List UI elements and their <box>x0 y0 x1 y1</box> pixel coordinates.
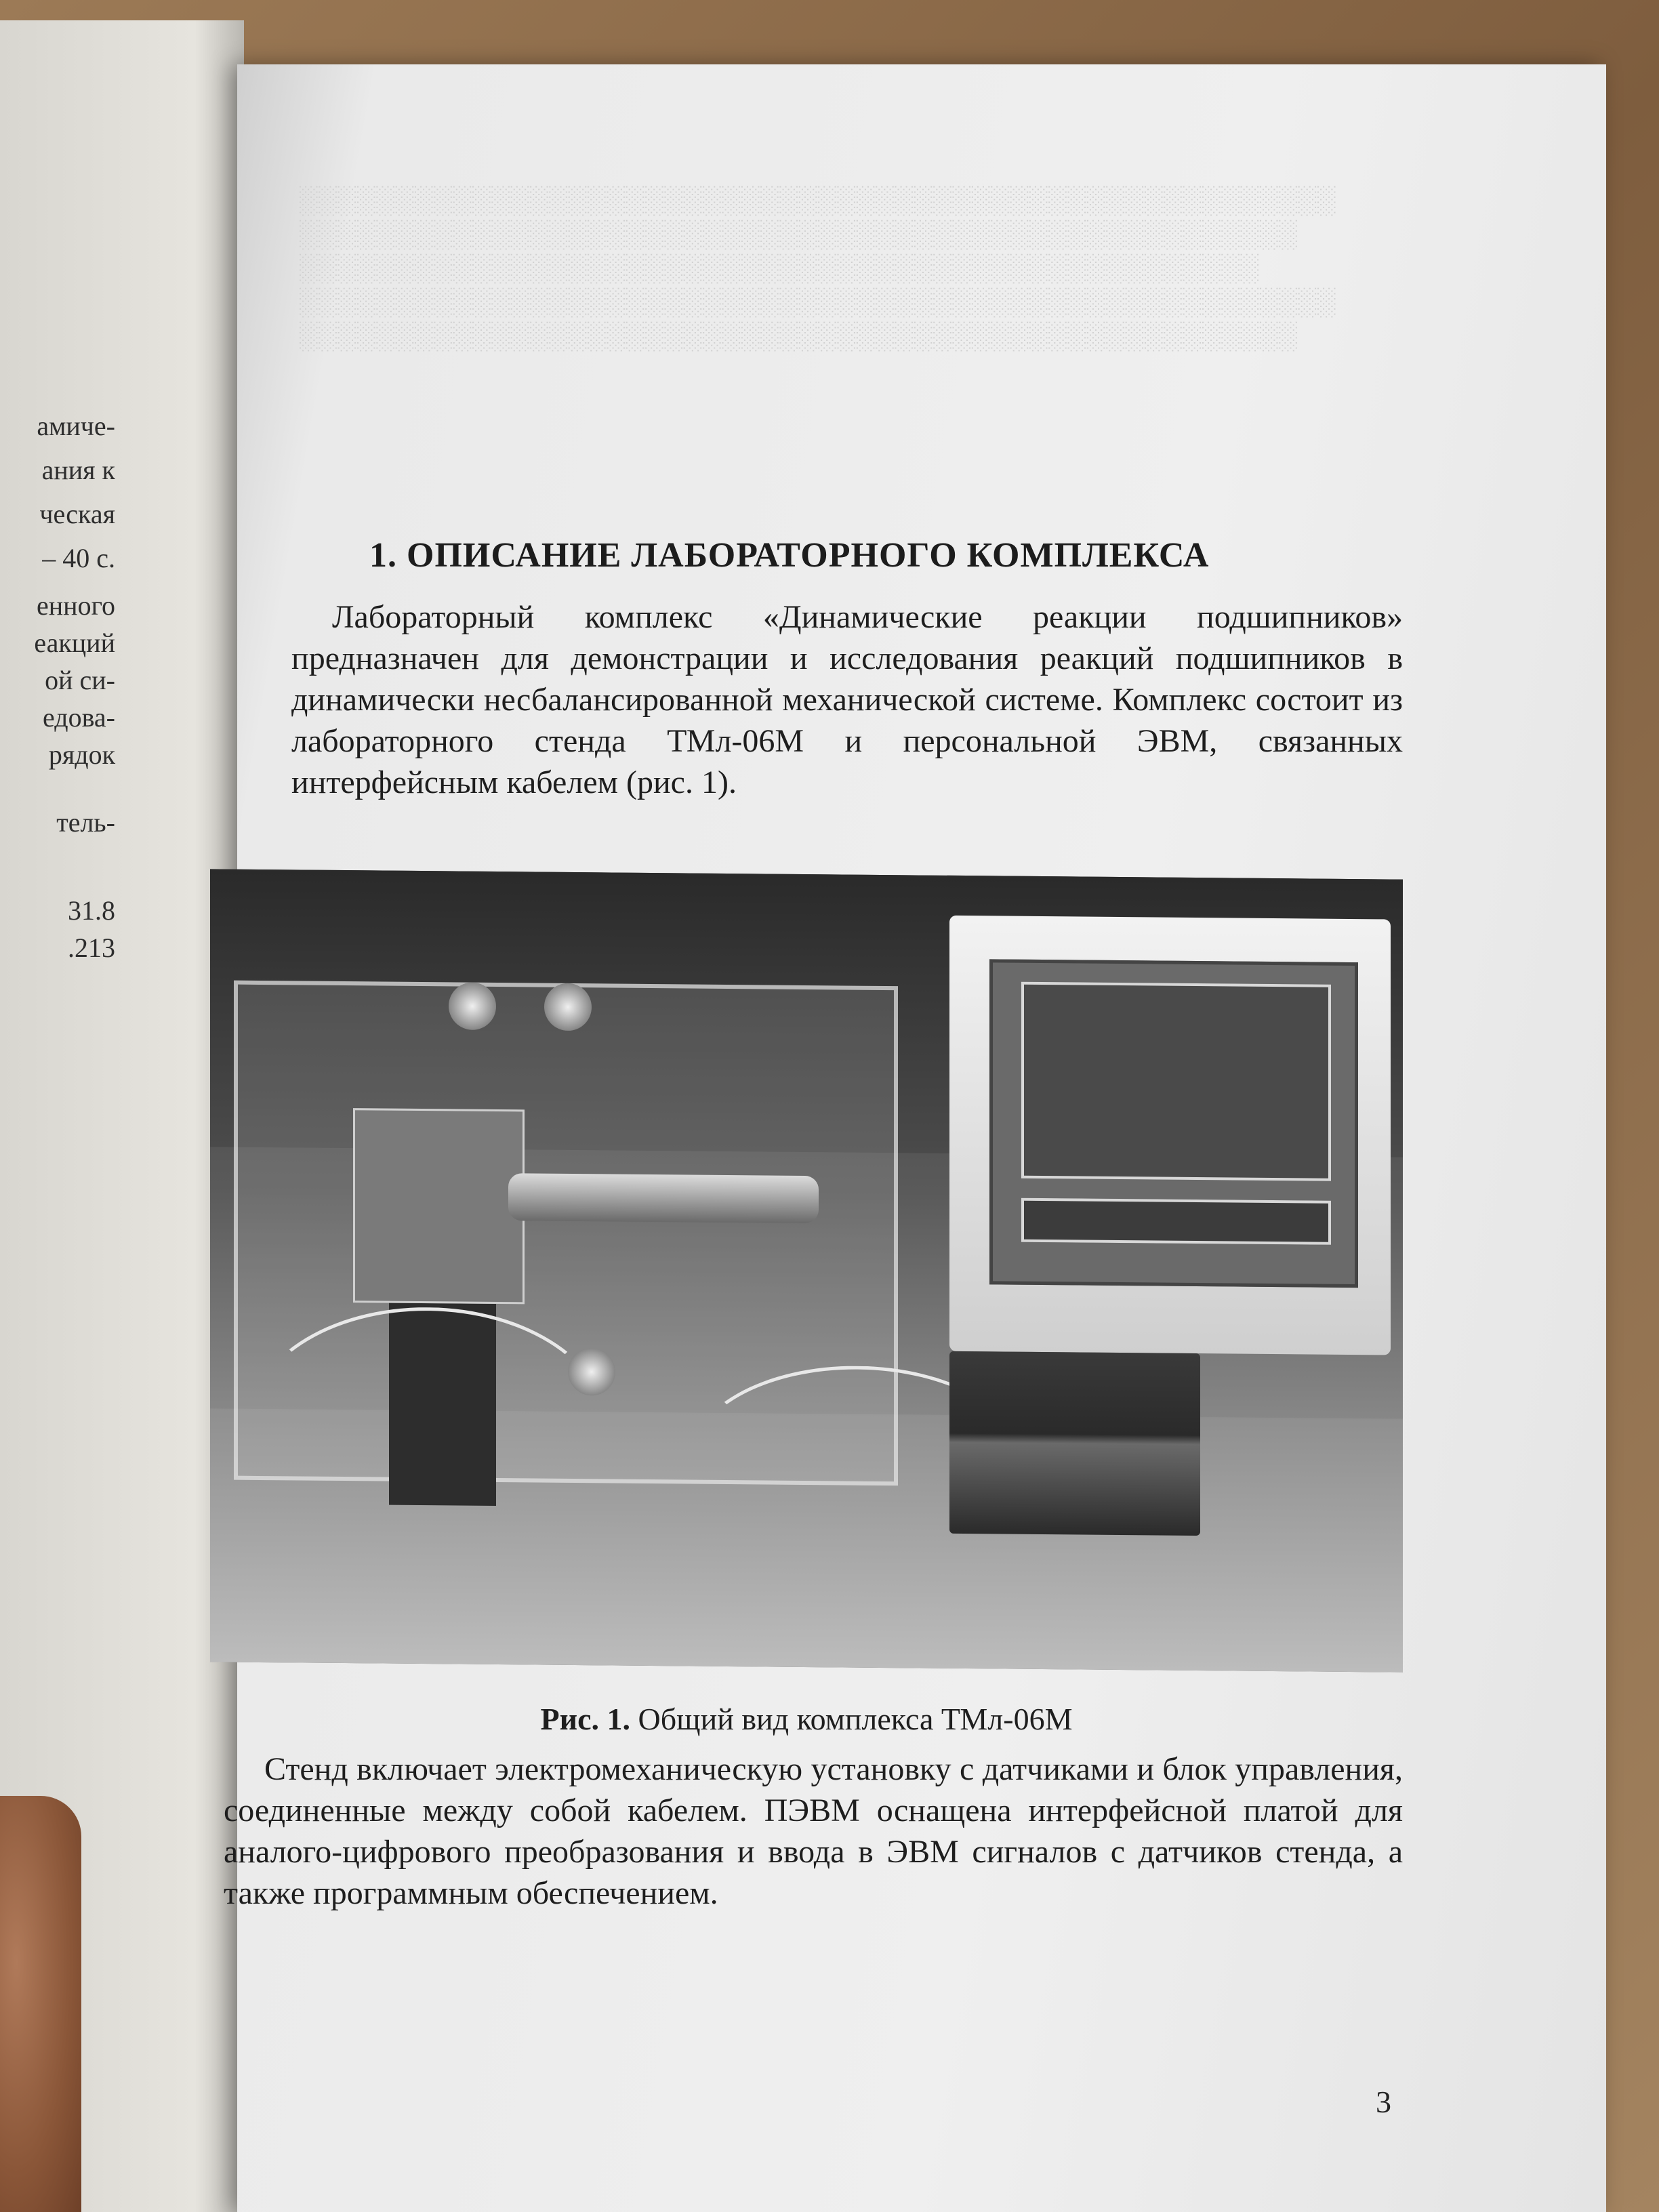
intro-paragraph: Лабораторный комплекс «Динамические реакции подшипников» предназначен для демонстрации и исследования реакций подшипников в динамически несбалансированной механической системе. Комплекс состоит из лабораторного стенда ТМл-06М и персональной ЭВМ, связанных интерфейсным кабелем (рис. 1). <box>291 599 1403 800</box>
left-fragment: едова- <box>42 702 115 733</box>
photo-monitor-screen <box>989 959 1358 1287</box>
figure-photo <box>210 869 1403 1672</box>
show-through-text: ░░░░░░░░░░░░░░░░░░░░░░░░░░░░░░░░░░░░░░░░░░░░░░░░░░░░░░ ░░░░░░░░░░░░░░░░░░░░░░░░░░░░░░░░░░░░░░░░░░░░░░░░░░░░ ░░░░░░░░░░░░░░░░░░░░░░░░░░░░░░░░░░░░░░░░░░░░░░░░░░ ░░░░░░░░░░░░░░░░░░░░░░░░░░░░░░░░░░░░░░░░░░░░░░░░░░░░░░ ░░░░░░░░░░░░░░░░░░░░░░░░░░░░░░░░░░░░░░░░░░░░░░░░░░░░ <box>298 184 1336 350</box>
left-fragment: 31.8 <box>68 895 115 926</box>
left-fragment: тель- <box>56 807 115 838</box>
left-fragment: еакций <box>34 628 115 658</box>
left-fragment: ческая <box>39 499 115 529</box>
section-heading: 1. ОПИСАНИЕ ЛАБОРАТОРНОГО КОМПЛЕКСА <box>369 536 1210 575</box>
photo-shaft <box>508 1173 819 1223</box>
left-fragment: ой си- <box>45 665 115 695</box>
left-fragment: енного <box>37 590 115 621</box>
photo-bearing <box>544 983 592 1031</box>
photo-screen-window <box>1021 982 1331 1181</box>
left-fragment: ания к <box>41 455 115 485</box>
page-number: 3 <box>1376 2085 1391 2119</box>
left-fragment: амиче- <box>37 411 115 441</box>
description-paragraph: Стенд включает электромеханическую установку с датчиками и блок управления, соединенные между собой кабелем. ПЭВМ оснащена интерфейсной платой для аналого-цифрового преобразования и ввода в ЭВМ сигналов с датчиков стенда, а также программным обеспечением. <box>224 1751 1403 1911</box>
photo-motor-block <box>353 1108 524 1304</box>
photo-control-box <box>949 1351 1200 1536</box>
left-fragment: .213 <box>68 933 115 963</box>
left-fragment: рядок <box>48 739 115 770</box>
figure-caption-text: Общий вид комплекса ТМл-06М <box>638 1702 1073 1736</box>
figure-caption <box>210 1701 1403 1737</box>
figure-caption-label: Рис. 1. <box>540 1702 631 1736</box>
photo-bearing <box>449 982 496 1030</box>
left-fragment: – 40 с. <box>42 543 115 573</box>
photo-screen-bar <box>1021 1198 1331 1244</box>
thumb <box>0 1796 81 2212</box>
photo-monitor <box>949 915 1391 1355</box>
